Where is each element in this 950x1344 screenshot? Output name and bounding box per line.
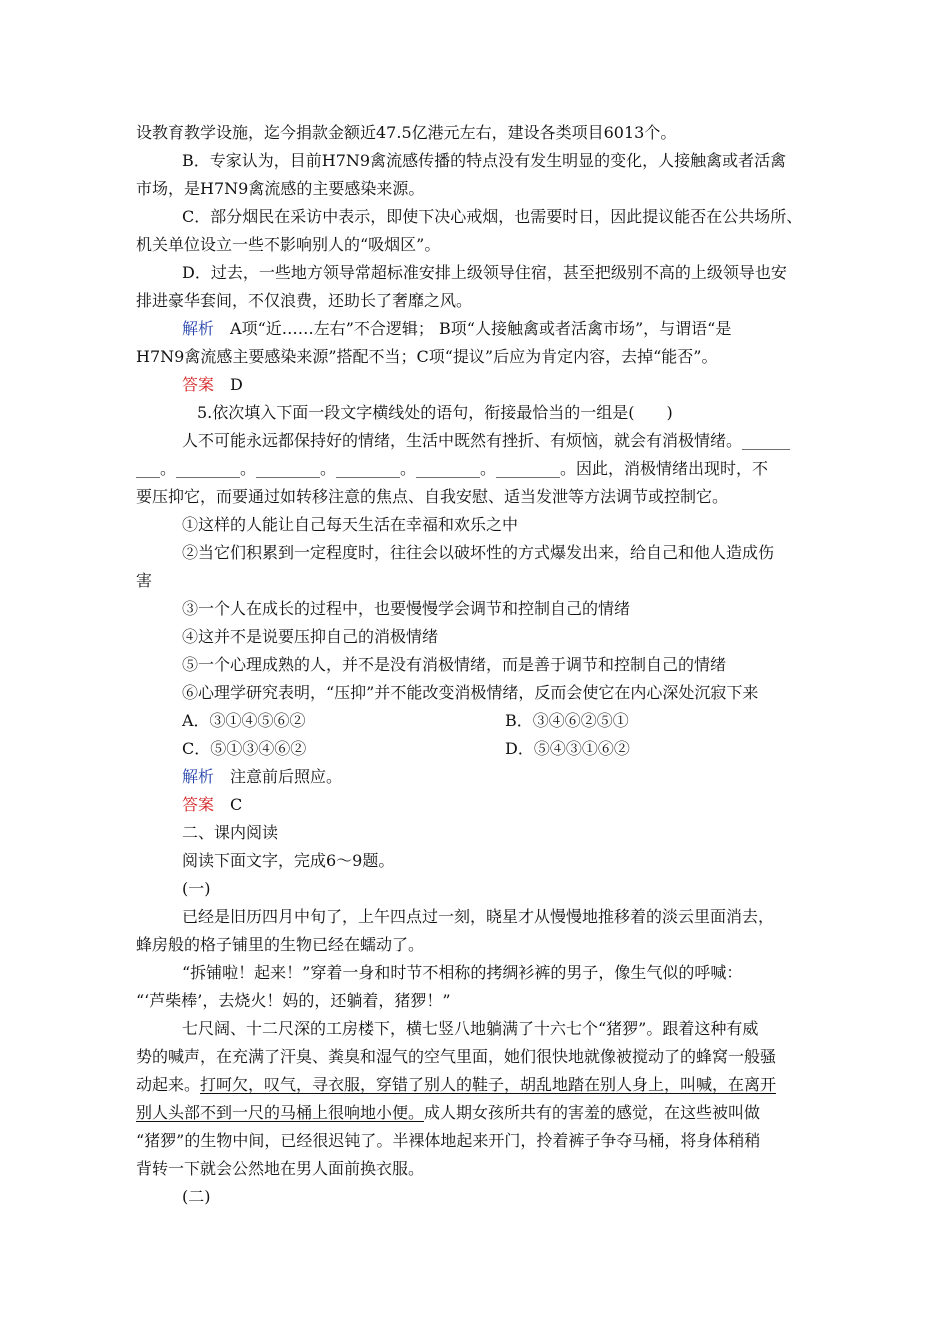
- analysis-text: 注意前后照应。: [230, 767, 343, 786]
- part-two-marker: (二): [182, 1187, 211, 1206]
- reading-para3-line1: 七尺阔、十二尺深的工房楼下，横七竖八地躺满了十六七个“猪猡”。跟着这种有威: [182, 1019, 759, 1038]
- section-heading: 二、课内阅读: [182, 823, 279, 842]
- analysis-text: A项“近……左右”不合逻辑； B项“人接触禽或者活禽市场”，与谓语“是: [230, 319, 732, 338]
- option-b-line1: B．专家认为，目前H7N9禽流感传播的特点没有发生明显的变化，人接触禽或者活禽: [182, 151, 787, 170]
- option-c-line2: 机关单位设立一些不影响别人的“吸烟区”。: [136, 235, 441, 254]
- q5-option-a: A．③①④⑤⑥②: [182, 711, 306, 730]
- answer-value: D: [230, 375, 243, 394]
- q5-passage-line1: 人不可能永远都保持好的情绪，生活中既然有挫折、有烦恼，就会有消极情绪。______: [182, 431, 791, 450]
- plain-text: 动起来。: [136, 1075, 201, 1094]
- q5-answer: [182, 791, 242, 819]
- underlined-text: 打呵欠，叹气，寻衣服，穿错了别人的鞋子，胡乱地踏在别人身上，叫喊，在离开: [200, 1075, 777, 1094]
- q5-passage-line3: 要压抑它，而要通过如转移注意的焦点、自我安慰、适当发泄等方法调节或控制它。: [136, 487, 729, 506]
- reading-para1-line1: 已经是旧历四月中旬了，上午四点过一刻，晓星才从慢慢地推移着的淡云里面消去，: [182, 907, 775, 926]
- analysis-label: 解析: [182, 319, 215, 338]
- q5-stem: 5.依次填入下面一段文字横线处的语句，衔接最恰当的一组是( ): [197, 403, 673, 422]
- q5-passage-line2: ___。________。________。________。________。________。因此，消极情绪出现时，不: [136, 459, 769, 478]
- q5-sentence-5: ⑤一个心理成熟的人，并不是没有消极情绪，而是善于调节和控制自己的情绪: [182, 655, 727, 674]
- q5-sentence-1: ①这样的人能让自己每天生活在幸福和欢乐之中: [182, 515, 519, 534]
- reading-para3-line6: 背转一下就会公然地在男人面前换衣服。: [136, 1159, 425, 1178]
- option-d-line1: D．过去，一些地方领导常超标准安排上级领导住宿，甚至把级别不高的上级领导也安: [182, 263, 787, 282]
- answer-label: 答案: [182, 375, 215, 394]
- q5-sentence-2-line2: 害: [136, 571, 153, 590]
- q5-option-c: C．⑤①③④⑥②: [182, 739, 307, 758]
- reading-para3-line2: 势的喊声，在充满了汗臭、粪臭和湿气的空气里面，她们很快地就像被搅动了的蜂窝一般骚: [136, 1047, 777, 1066]
- q5-option-b: B．③④⑥②⑤①: [505, 711, 629, 730]
- answer-value: C: [230, 795, 243, 814]
- option-d-line2: 排进豪华套间，不仅浪费，还助长了奢靡之风。: [136, 291, 473, 310]
- q5-sentence-6: ⑥心理学研究表明，“压抑”并不能改变消极情绪，反而会使它在内心深处沉寂下来: [182, 683, 759, 702]
- q5-sentence-4: ④这并不是说要压抑自己的消极情绪: [182, 627, 439, 646]
- option-a-continuation: 设教育教学设施，迄今捐款金额近47.5亿港元左右，建设各类项目6013个。: [136, 123, 677, 142]
- q5-analysis: [182, 763, 342, 791]
- plain-text: 成人期女孩所共有的害羞的感觉，在这些被叫做: [424, 1103, 761, 1122]
- q4-analysis-line2: H7N9禽流感主要感染来源”搭配不当；C项“提议”后应为肯定内容，去掉“能否”。: [136, 347, 718, 366]
- q5-sentence-2-line1: ②当它们积累到一定程度时，往往会以破坏性的方式爆发出来，给自己和他人造成伤: [182, 543, 775, 562]
- part-one-marker: (一): [182, 879, 211, 898]
- option-c-line1: C．部分烟民在采访中表示，即使下决心戒烟，也需要时日，因此提议能否在公共场所、: [182, 207, 803, 226]
- reading-para3-line5: “猪猡”的生物中间，已经很迟钝了。半裸体地起来开门，拎着裤子争夺马桶，将身体稍稍: [136, 1131, 761, 1150]
- reading-instruction: 阅读下面文字，完成6～9题。: [182, 851, 395, 870]
- reading-para1-line2: 蜂房般的格子铺里的生物已经在蠕动了。: [136, 935, 425, 954]
- analysis-label: 解析: [182, 767, 215, 786]
- underlined-text: 别人头部不到一尺的马桶上很响地小便。: [136, 1103, 425, 1122]
- reading-para2-line1: “拆铺啦！起来！”穿着一身和时节不相称的拷绸衫裤的男子，像生气似的呼喊：: [182, 963, 743, 982]
- q4-answer: [182, 371, 243, 399]
- q5-sentence-3: ③一个人在成长的过程中，也要慢慢学会调节和控制自己的情绪: [182, 599, 631, 618]
- answer-label: 答案: [182, 795, 215, 814]
- reading-para3-line4: [136, 1099, 760, 1127]
- reading-para2-line2: “‘芦柴棒’，去烧火！妈的，还躺着，猪猡！”: [136, 991, 451, 1010]
- q5-option-d: D．⑤④③①⑥②: [505, 739, 630, 758]
- reading-para3-line3: [136, 1071, 776, 1099]
- option-b-line2: 市场，是H7N9禽流感的主要感染来源。: [136, 179, 425, 198]
- q4-analysis-line1: [182, 315, 731, 343]
